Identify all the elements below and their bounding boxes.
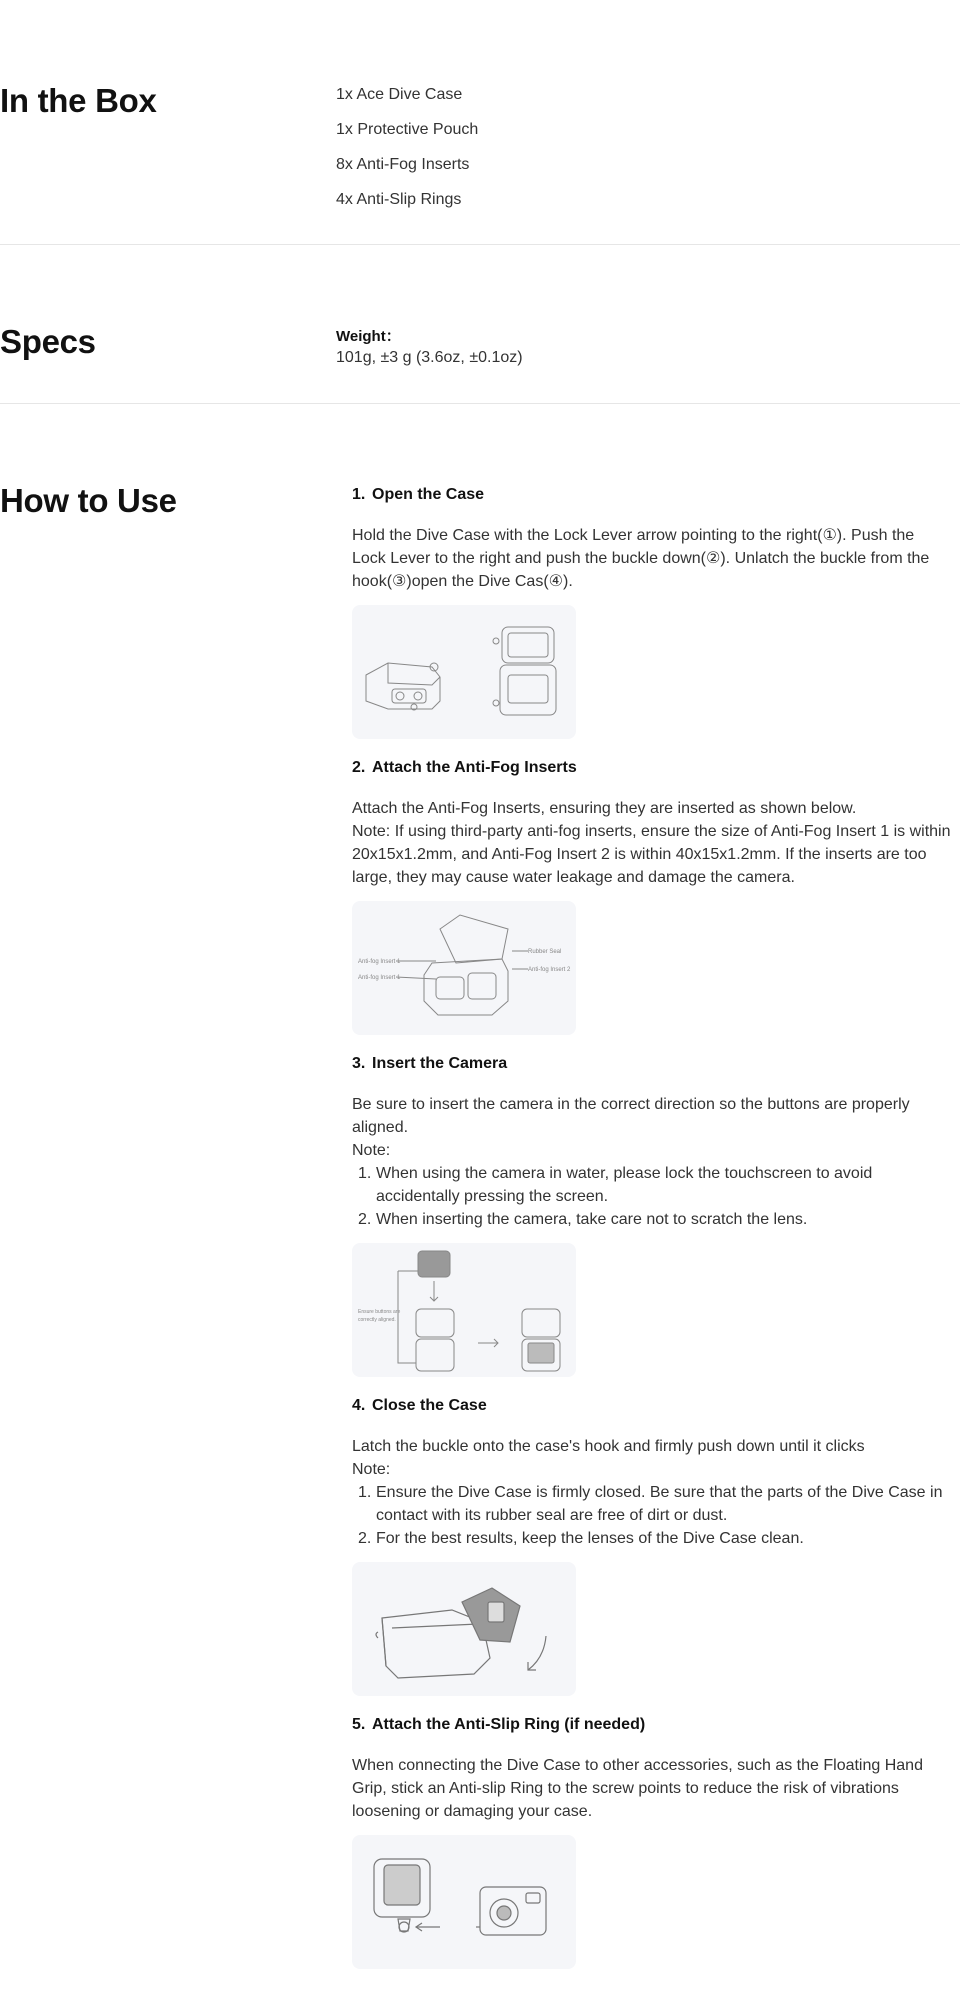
step-title: Close the Case	[372, 1397, 487, 1414]
anti-fog-insert-label: Anti-fog Insert 1	[358, 959, 401, 965]
anti-fog-insert-label: Anti-fog Insert 2	[528, 967, 571, 973]
anti-slip-ring-illustration	[352, 1835, 576, 1969]
step-description	[352, 524, 952, 593]
list-item	[352, 1527, 952, 1550]
spec-weight-value: 101g, ±3 g (3.6oz, ±0.1oz)	[336, 349, 523, 366]
step-attach-anti-slip-ring	[352, 1714, 952, 1969]
step-description	[352, 1435, 952, 1550]
list-text: For the best results, keep the lenses of the Dive Case clean.	[376, 1530, 804, 1547]
step-attach-anti-fog	[352, 757, 952, 1035]
step-title: Open the Case	[372, 486, 485, 503]
insert-camera-illustration	[352, 1243, 576, 1377]
rubber-seal-label: Rubber Seal	[528, 949, 562, 955]
how-to-use-steps	[352, 484, 952, 1987]
step-title: Attach the Anti-Fog Inserts	[372, 759, 577, 776]
step-heading	[352, 1714, 952, 1736]
align-buttons-label: correctly aligned.	[358, 1317, 396, 1323]
step-note: Note: If using third-party anti-fog inserts, ensure the size of Anti-Fog Insert 1 is within 20x15x1.2mm, and Anti-Fog Insert 2 is within 40x15x1.2mm. If the inserts are too large, they may cause water leakage and damage the camera.	[352, 823, 951, 886]
in-the-box-list	[336, 84, 478, 224]
anti-fog-illustration	[352, 901, 576, 1035]
step-text: Be sure to insert the camera in the correct direction so the buttons are properly aligned.	[352, 1096, 910, 1136]
step-title: Insert the Camera	[372, 1055, 508, 1072]
step-heading	[352, 1053, 952, 1075]
step-heading	[352, 757, 952, 779]
list-item	[352, 1208, 952, 1231]
open-case-illustration	[352, 605, 576, 739]
step-description	[352, 797, 952, 889]
step-note-list	[352, 1481, 952, 1550]
step-close-case	[352, 1395, 952, 1696]
list-item: 1x Protective Pouch	[336, 121, 479, 138]
list-item	[352, 1481, 952, 1527]
specs-title: Specs	[0, 323, 96, 360]
step-insert-camera	[352, 1053, 952, 1377]
step-number: 5.	[352, 1716, 366, 1733]
in-the-box-title: In the Box	[0, 82, 157, 119]
step-text: Latch the buckle onto the case's hook and firmly push down until it clicks	[352, 1438, 865, 1455]
list-text: When using the camera in water, please lock the touchscreen to avoid accidentally pressing the screen.	[376, 1165, 873, 1205]
step-heading	[352, 484, 952, 506]
list-item: 1x Ace Dive Case	[336, 86, 463, 103]
list-text: Ensure the Dive Case is firmly closed. Be sure that the parts of the Dive Case in contact with its rubber seal are free of dirt or dust.	[376, 1484, 943, 1524]
close-case-illustration	[352, 1562, 576, 1696]
step-title: Attach the Anti-Slip Ring (if needed)	[372, 1716, 646, 1733]
step-text: When connecting the Dive Case to other accessories, such as the Floating Hand Grip, stick an Anti-slip Ring to the screw points to reduce the risk of vibrations loosening or damaging your case.	[352, 1757, 923, 1820]
list-number: 1.	[358, 1165, 372, 1182]
list-item	[352, 1162, 952, 1208]
step-number: 2.	[352, 759, 366, 776]
step-number: 1.	[352, 486, 366, 503]
step-number: 4.	[352, 1397, 366, 1414]
step-note-list	[352, 1162, 952, 1231]
list-number: 1.	[358, 1484, 372, 1501]
section-divider	[0, 244, 960, 245]
step-text: Hold the Dive Case with the Lock Lever arrow pointing to the right(①). Push the Lock Lever to the right and push the buckle down(②). Unlatch the buckle from the hook(③)open the Dive Cas(④).	[352, 527, 930, 590]
step-description	[352, 1093, 952, 1231]
how-to-use-title: How to Use	[0, 482, 177, 519]
step-text: Attach the Anti-Fog Inserts, ensuring they are inserted as shown below.	[352, 800, 857, 817]
section-divider	[0, 403, 960, 404]
step-note-label: Note:	[352, 1142, 391, 1159]
step-description	[352, 1754, 952, 1823]
list-text: When inserting the camera, take care not to scratch the lens.	[376, 1211, 808, 1228]
align-buttons-label: Ensure buttons are	[358, 1309, 401, 1315]
list-number: 2.	[358, 1211, 372, 1228]
list-item: 4x Anti-Slip Rings	[336, 191, 462, 208]
list-number: 2.	[358, 1530, 372, 1547]
spec-weight-label: Weight：	[336, 328, 401, 345]
step-number: 3.	[352, 1055, 366, 1072]
step-note-label: Note:	[352, 1461, 391, 1478]
list-item: 8x Anti-Fog Inserts	[336, 156, 470, 173]
step-heading	[352, 1395, 952, 1417]
step-open-case	[352, 484, 952, 739]
anti-fog-insert-label: Anti-fog Insert 1	[358, 975, 401, 981]
